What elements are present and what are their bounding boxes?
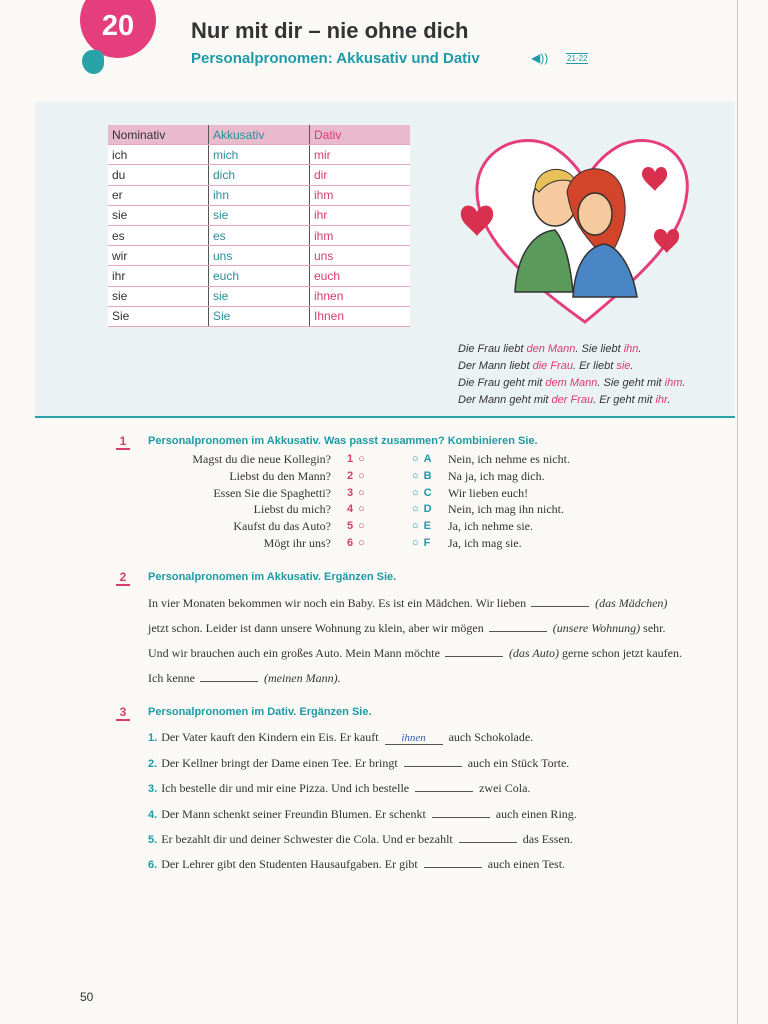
- table-row: [108, 306, 410, 326]
- answer-blank[interactable]: [200, 670, 258, 682]
- sentence-part: Ich bestelle dir und mir eine Pizza. Und ich bestelle: [161, 781, 410, 796]
- table-cell: ich: [108, 145, 209, 165]
- question-number: [347, 453, 365, 465]
- answer-option: [412, 470, 432, 482]
- table-row: [108, 286, 410, 306]
- answer-circle[interactable]: ○: [412, 537, 419, 549]
- question-number: [347, 487, 365, 499]
- answer-option: [412, 503, 432, 515]
- page-subtitle: Personalpronomen: Akkusativ und Dativ: [191, 50, 480, 67]
- example-part: Der Mann geht mit: [458, 394, 552, 406]
- answer-blank[interactable]: ihnen: [385, 732, 443, 745]
- table-cell: dich: [209, 165, 310, 185]
- exercise-3-number: 3: [116, 705, 130, 721]
- exercise-3-item: [148, 856, 718, 872]
- example-part: Die Frau liebt: [458, 343, 527, 355]
- exercise-2-line: [148, 670, 718, 686]
- example-part: den Mann: [526, 343, 576, 355]
- exercise-2-line: [148, 595, 718, 611]
- exercise-1-number: 1: [116, 434, 130, 450]
- table-row: [108, 246, 410, 266]
- sentence-part: Der Kellner bringt der Dame einen Tee. Er bringt: [161, 756, 398, 771]
- table-cell: Sie: [209, 306, 310, 326]
- question-text: Magst du die neue Kollegin?: [192, 452, 331, 466]
- answer-text: Ja, ich mag sie.: [448, 536, 522, 550]
- answer-text: Wir lieben euch!: [448, 485, 529, 500]
- badge-accent: [82, 50, 104, 74]
- audio-track-label: 21-22: [567, 54, 588, 63]
- question-number: [347, 520, 365, 532]
- exercise-3-item: [148, 730, 718, 745]
- question-text: Liebst du mich?: [253, 502, 331, 517]
- item-number: 2.: [148, 758, 158, 771]
- example-part: sie: [616, 360, 631, 372]
- table-cell: uns: [209, 246, 310, 266]
- sentence-part: auch einen Test.: [487, 857, 566, 871]
- answer-option: [412, 453, 432, 465]
- question-text: Essen Sie die Spaghetti?: [213, 485, 331, 500]
- answer-circle[interactable]: ○: [412, 469, 419, 482]
- example-part: die Frau: [532, 360, 573, 372]
- sentence-part: In vier Monaten bekommen wir noch ein Baby. Es ist ein Mädchen. Wir lieben: [148, 596, 530, 610]
- answer-blank[interactable]: [415, 780, 473, 792]
- table-cell: es: [108, 225, 209, 245]
- answer-blank[interactable]: [404, 755, 462, 767]
- answer-letter: E: [423, 520, 431, 533]
- sentence-part: Der Lehrer gibt den Studenten Hausaufgaben. Er gibt: [161, 857, 418, 871]
- table-cell: es: [209, 225, 310, 245]
- example-line: [458, 341, 685, 358]
- example-part: ihn: [623, 343, 639, 355]
- question-number: [347, 470, 365, 482]
- table-cell: wir: [108, 246, 209, 266]
- table-cell: ihr: [310, 205, 411, 225]
- table-cell: Ihnen: [310, 306, 411, 326]
- example-part: ihm: [664, 377, 683, 389]
- item-number: 5.: [148, 833, 158, 846]
- table-row: [108, 165, 410, 185]
- exercise-3-item: [148, 831, 718, 847]
- exercise-3-item: [148, 780, 718, 796]
- woman-head: [578, 193, 612, 235]
- question-text: Liebst du den Mann?: [229, 468, 331, 483]
- answer-option: [412, 520, 431, 532]
- answer-blank[interactable]: [424, 856, 482, 868]
- item-number: 1.: [148, 732, 158, 744]
- table-cell: ihn: [209, 185, 310, 205]
- exercise-3-item: [148, 755, 718, 771]
- example-part: dem Mann: [545, 377, 598, 389]
- table-row: [108, 145, 410, 165]
- example-part: . Sie geht mit: [597, 377, 665, 389]
- answer-option: [412, 487, 432, 499]
- example-line: [458, 358, 685, 375]
- page-edge: [737, 0, 738, 1024]
- example-line: [458, 392, 685, 409]
- page-number: 50: [80, 990, 94, 1004]
- answer-blank[interactable]: [531, 595, 589, 607]
- table-cell: ihm: [310, 225, 411, 245]
- question-number-label: 3: [347, 486, 354, 499]
- answer-letter: B: [423, 469, 432, 482]
- item-number: 6.: [148, 859, 158, 871]
- answer-letter: C: [423, 486, 432, 499]
- table-header-row: [108, 125, 410, 145]
- answer-blank[interactable]: [489, 620, 547, 632]
- sentence-part: auch ein Stück Torte.: [467, 756, 570, 771]
- answer-text: Ja, ich nehme sie.: [448, 519, 533, 534]
- example-line: [458, 375, 685, 392]
- table-cell: ihnen: [310, 286, 411, 306]
- answer-text: Nein, ich mag ihn nicht.: [448, 502, 564, 517]
- page-title: Nur mit dir – nie ohne dich: [191, 18, 469, 43]
- answer-circle[interactable]: ○: [412, 486, 419, 499]
- hint-text: (das Mädchen): [595, 596, 668, 610]
- table-row: [108, 266, 410, 286]
- table-cell: er: [108, 185, 209, 205]
- unit-number: 20: [101, 10, 135, 42]
- table-cell: sie: [209, 286, 310, 306]
- table-cell: Sie: [108, 306, 209, 326]
- hint-text: (meinen Mann).: [263, 671, 341, 685]
- answer-blank[interactable]: [445, 645, 503, 657]
- item-number: 3.: [148, 783, 158, 796]
- answer-blank[interactable]: [459, 831, 517, 843]
- example-part: .: [638, 343, 642, 355]
- table-cell: mich: [209, 145, 310, 165]
- answer-letter: F: [423, 537, 431, 549]
- audio-icon: ◀)): [531, 51, 549, 65]
- table-row: [108, 185, 410, 205]
- table-cell: du: [108, 165, 209, 185]
- sentence-part: jetzt schon. Leider ist dann unsere Wohnung zu klein, aber wir mögen: [148, 621, 487, 635]
- sentence-part: Ich kenne: [148, 671, 198, 685]
- example-part: ihr: [655, 394, 668, 406]
- question-number-label: 5: [347, 520, 354, 533]
- table-header-cell: Nominativ: [108, 125, 209, 145]
- sentence-part: auch Schokolade.: [448, 730, 534, 744]
- sentence-part: sehr.: [640, 621, 666, 635]
- table-header-cell: Dativ: [310, 125, 411, 145]
- sentence-part: auch einen Ring.: [495, 806, 577, 821]
- unit-badge: [80, 0, 156, 76]
- question-number: [347, 503, 365, 515]
- answer-option: [412, 537, 430, 549]
- sentence-part: zwei Cola.: [479, 781, 531, 796]
- answer-blank[interactable]: [432, 806, 490, 818]
- example-part: Die Frau geht mit: [458, 377, 546, 389]
- answer-text: Nein, ich nehme es nicht.: [448, 452, 570, 466]
- question-number-label: 2: [347, 469, 354, 482]
- sentence-part: das Essen.: [522, 831, 573, 846]
- answer-text: Na ja, ich mag dich.: [448, 468, 545, 483]
- example-part: . Sie liebt: [575, 343, 624, 355]
- sentence-part: Und wir brauchen auch ein großes Auto. Mein Mann möchte: [148, 646, 443, 660]
- answer-circle[interactable]: ○: [358, 503, 365, 516]
- table-cell: sie: [108, 286, 209, 306]
- answer-circle[interactable]: ○: [358, 486, 365, 499]
- pronoun-table: [108, 125, 410, 327]
- table-cell: mir: [310, 145, 411, 165]
- hint-text: (das Auto): [508, 646, 560, 660]
- example-part: Der Mann liebt: [458, 360, 533, 372]
- example-part: . Er liebt: [572, 360, 617, 372]
- exercise-2-line: [148, 645, 718, 661]
- table-header-cell: Akkusativ: [209, 125, 310, 145]
- exercise-3-heading: Personalpronomen im Dativ. Ergänzen Sie.: [148, 706, 372, 718]
- example-part: .: [630, 360, 634, 372]
- answer-circle[interactable]: ○: [412, 520, 419, 533]
- table-cell: euch: [209, 266, 310, 286]
- example-part: . Er geht mit: [593, 394, 656, 406]
- exercise-3-item: [148, 806, 718, 822]
- question-number-label: 6: [347, 537, 354, 549]
- answer-circle[interactable]: ○: [412, 453, 419, 465]
- example-part: .: [667, 394, 671, 406]
- answer-letter: A: [423, 453, 432, 465]
- table-cell: sie: [209, 205, 310, 225]
- hint-text: (unsere Wohnung): [552, 621, 641, 635]
- question-number-label: 1: [347, 453, 354, 465]
- example-part: der Frau: [551, 394, 594, 406]
- table-row: [108, 205, 410, 225]
- answer-circle[interactable]: ○: [412, 503, 419, 516]
- table-cell: euch: [310, 266, 411, 286]
- item-number: 4.: [148, 808, 158, 821]
- exercise-2-line: [148, 620, 718, 636]
- sentence-part: Der Vater kauft den Kindern ein Eis. Er kauft: [161, 730, 379, 744]
- couple-heart-illustration: [455, 122, 695, 332]
- sentence-part: Er bezahlt dir und deiner Schwester die Cola. Und er bezahlt: [161, 831, 453, 846]
- exercise-1-heading: Personalpronomen im Akkusativ. Was passt zusammen? Kombinieren Sie.: [148, 435, 538, 447]
- exercise-2-heading: Personalpronomen im Akkusativ. Ergänzen Sie.: [148, 571, 397, 583]
- question-text: Mögt ihr uns?: [263, 536, 331, 550]
- table-cell: sie: [108, 205, 209, 225]
- answer-circle[interactable]: ○: [358, 520, 365, 533]
- sentence-part: gerne schon jetzt kaufen.: [559, 646, 682, 660]
- answer-letter: D: [423, 503, 432, 516]
- exercise-2-number: 2: [116, 570, 130, 586]
- table-cell: ihr: [108, 266, 209, 286]
- table-row: [108, 225, 410, 245]
- table-cell: ihm: [310, 185, 411, 205]
- question-text: Kaufst du das Auto?: [233, 519, 331, 534]
- question-number: [347, 537, 365, 549]
- answer-circle[interactable]: ○: [358, 469, 365, 482]
- question-number-label: 4: [347, 503, 354, 516]
- answer-circle[interactable]: ○: [358, 537, 365, 549]
- table-cell: uns: [310, 246, 411, 266]
- example-part: .: [682, 377, 686, 389]
- answer-circle[interactable]: ○: [358, 453, 365, 465]
- example-sentences: [458, 341, 685, 409]
- sentence-part: Der Mann schenkt seiner Freundin Blumen. Er schenkt: [161, 806, 426, 821]
- table-cell: dir: [310, 165, 411, 185]
